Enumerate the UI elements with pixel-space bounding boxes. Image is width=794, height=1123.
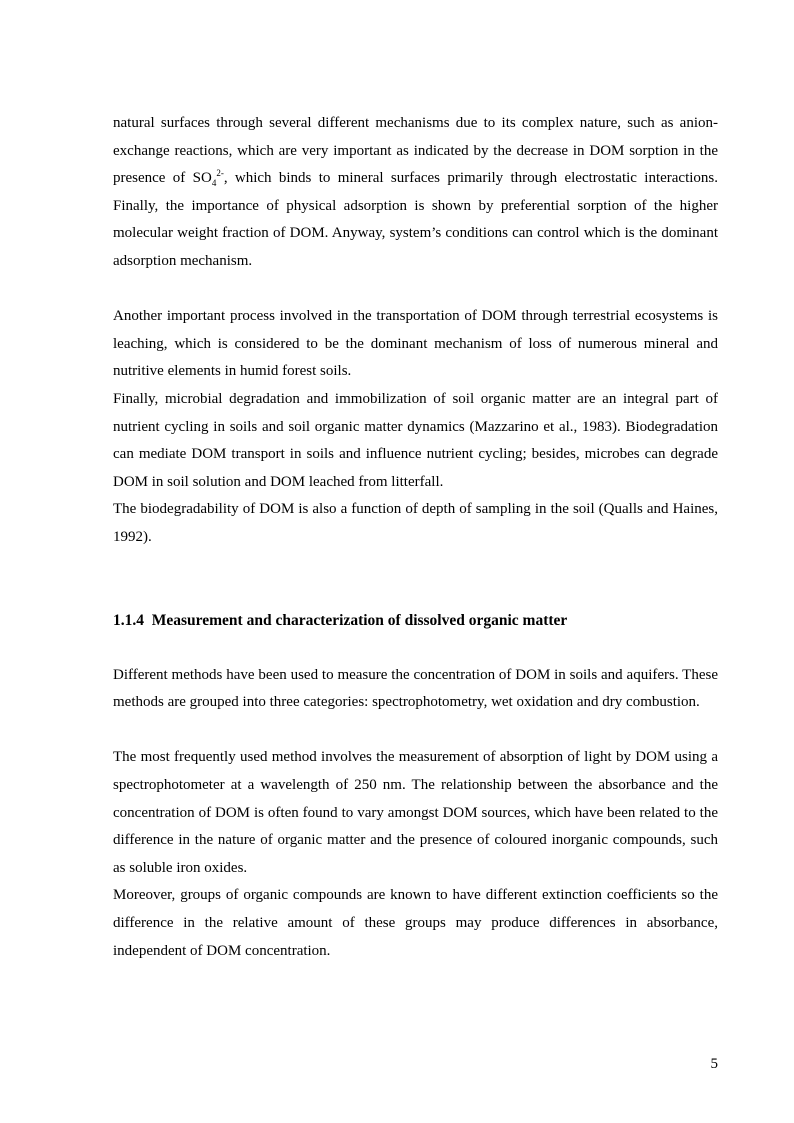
subscript: 4 <box>211 178 217 189</box>
paragraph-methods: Different methods have been used to measure the concentration of DOM in soils and aquifers. These methods are grouped into three categories: spectrophotometry, wet oxidation and dry combustion. <box>113 666 718 711</box>
paragraph-leaching: Another important process involved in the transportation of DOM through terrestrial ecosystems is leaching, which is considered to be the dominant mechanism of loss of numerous mineral and nutritive elements in humid forest soils. <box>113 308 718 380</box>
page-body <box>113 110 718 965</box>
paragraph-microbial-degradation: Finally, microbial degradation and immobilization of soil organic matter are an integral part of nutrient cycling in soils and soil organic matter dynamics (Mazzarino et al., 1983). Biodegradation can mediate DOM transport in soils and influence nutrient cycling; besides, microbes can degrade DOM in soil solution and DOM leached from litterfall. <box>113 390 718 490</box>
section-title: Measurement and characterization of dissolved organic matter <box>151 611 568 629</box>
paragraph-spectrophotometer: The most frequently used method involves the measurement of absorption of light by DOM using a spectrophotometer at a wavelength of 250 nm. The relationship between the absorbance and the concentration of DOM is often found to vary amongst DOM sources, which have been related to the difference in the nature of organic matter and the presence of coloured inorganic compounds, such as soluble iron oxides. <box>113 749 718 876</box>
section-number: 1.1.4 <box>113 611 144 629</box>
page-number: 5 <box>710 1056 718 1072</box>
paragraph-extinction-coefficients: Moreover, groups of organic compounds are known to have different extinction coefficients so the difference in the relative amount of these groups may produce differences in absorbance, independent of DOM concentration. <box>113 887 718 959</box>
paragraph-adsorption-mechanisms <box>113 110 718 276</box>
paragraph-text: natural surfaces through several different mechanisms due to its complex nature, such as anion-exchange reactions, which are very important as indicated by the decrease in DOM sorption in the presence of SO <box>113 115 718 187</box>
superscript: 2- <box>216 168 224 179</box>
section-heading <box>113 607 718 635</box>
paragraph-text: , which binds to mineral surfaces primarily through electrostatic interactions. Finally, the importance of physical adsorption is shown by preferential sorption of the higher molecular weight fraction of DOM. Anyway, system’s conditions can control which is the dominant adsorption mechanism. <box>113 170 718 269</box>
paragraph-biodegradability: The biodegradability of DOM is also a function of depth of sampling in the soil (Qualls and Haines, 1992). <box>113 501 718 545</box>
